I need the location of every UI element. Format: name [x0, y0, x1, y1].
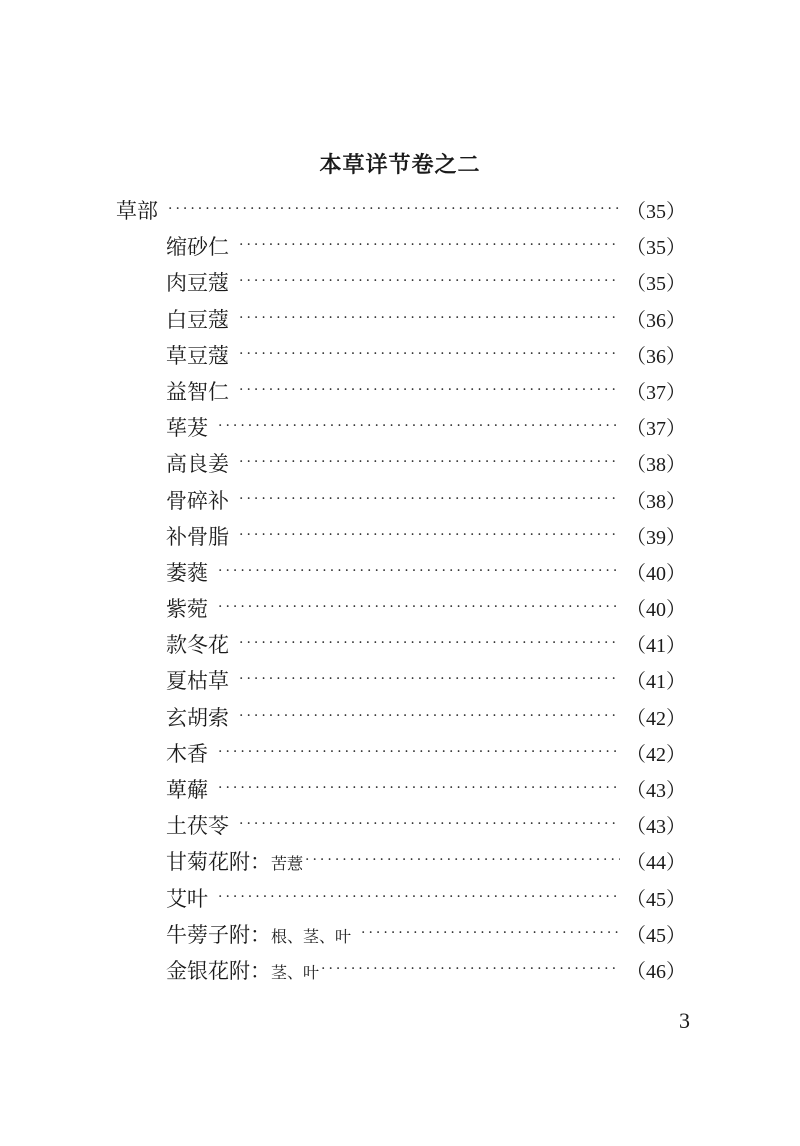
dot-leader: [168, 191, 620, 227]
toc-entry-label: 骨碎补: [166, 488, 229, 513]
toc-entry[interactable]: [116, 881, 686, 917]
toc-entry-label: 白豆蔻: [166, 307, 229, 332]
toc-entry-label: 甘菊花附：: [166, 850, 271, 875]
dot-leader: [239, 263, 620, 299]
dot-leader: [239, 517, 620, 553]
toc-entry[interactable]: [116, 519, 686, 555]
toc-entry-page: （44）: [626, 852, 686, 875]
toc-entry-label: 金银花附：: [166, 958, 271, 983]
toc-entry-page: （40）: [626, 562, 686, 585]
dot-leader: [361, 915, 620, 951]
dot-leader: [239, 698, 620, 734]
toc-entry-note: 茎、叶: [271, 962, 320, 982]
dot-leader: [239, 227, 620, 263]
dot-leader: [305, 842, 620, 878]
toc-entry[interactable]: [116, 917, 686, 953]
toc-entry-page: （36）: [626, 345, 686, 368]
toc-entry[interactable]: [116, 229, 686, 265]
dot-leader: [218, 879, 620, 915]
toc-entry-page: （40）: [626, 599, 686, 622]
toc-entry[interactable]: [116, 700, 686, 736]
toc-entry-label: 缩砂仁: [166, 235, 229, 260]
dot-leader: [239, 300, 620, 336]
toc-entry-label: 荜茇: [166, 416, 208, 441]
toc-section-label: 草部: [116, 199, 158, 223]
toc-section-row[interactable]: [116, 193, 686, 229]
toc-entry[interactable]: [116, 808, 686, 844]
toc-entry-label: 紫菀: [166, 597, 208, 622]
toc-entry-label: 夏枯草: [166, 669, 229, 694]
toc-entry-page: （38）: [626, 490, 686, 513]
toc-entry[interactable]: [116, 591, 686, 627]
toc-entry-label: 草豆蔻: [166, 343, 229, 368]
toc-entry-page: （43）: [626, 780, 686, 802]
toc-entry-label: 土茯苓: [166, 814, 229, 839]
toc-entry-page: （43）: [626, 816, 686, 839]
toc-entry-page: （46）: [626, 960, 686, 983]
toc-entry-page: （35）: [626, 237, 686, 260]
toc-entry-label: 玄胡索: [166, 705, 229, 730]
dot-leader: [239, 806, 620, 842]
dot-leader: [239, 625, 620, 661]
toc-entry[interactable]: [116, 374, 686, 410]
toc-entry-note: 苦薏: [271, 854, 304, 874]
toc-entry-page: （37）: [626, 418, 686, 441]
toc-entry-label: 肉豆蔻: [166, 271, 229, 296]
toc-entry-label: 牛蒡子附：: [166, 922, 271, 947]
toc-entry-page: （41）: [626, 671, 686, 694]
toc-entry-label: 补骨脂: [166, 524, 229, 549]
dot-leader: [218, 553, 620, 589]
toc-entry-label: 木香: [166, 741, 208, 766]
dot-leader: [239, 372, 620, 408]
toc-entry-label: 高良姜: [166, 452, 229, 477]
dot-leader: [218, 770, 620, 806]
toc-entry-label: 萆薢: [166, 778, 208, 802]
toc-entry[interactable]: [116, 627, 686, 663]
dot-leader: [321, 951, 620, 987]
toc-entry[interactable]: [116, 772, 686, 808]
toc-entry-label: 艾叶: [166, 886, 208, 911]
toc-entry-label: 益智仁: [166, 379, 229, 404]
toc-entry-page: （39）: [626, 526, 686, 549]
toc-entry-page: （42）: [626, 743, 686, 766]
toc-entry-page: （42）: [626, 707, 686, 730]
dot-leader: [239, 336, 620, 372]
toc-entry[interactable]: [116, 953, 686, 989]
dot-leader: [218, 589, 620, 625]
dot-leader: [239, 481, 620, 517]
page-number: 3: [679, 1008, 690, 1033]
dot-leader: [239, 444, 620, 480]
toc-entry-note: 根、茎、叶: [271, 926, 352, 946]
toc-section-page: （35）: [626, 201, 686, 223]
table-of-contents: [116, 193, 686, 989]
dot-leader: [239, 661, 620, 697]
toc-entry[interactable]: [116, 265, 686, 301]
toc-entry-label: 款冬花: [166, 633, 229, 658]
toc-entry-page: （37）: [626, 381, 686, 404]
toc-entry-label: 萎蕤: [166, 560, 208, 585]
toc-entry[interactable]: [116, 736, 686, 772]
toc-entry-page: （45）: [626, 888, 686, 911]
toc-entry-page: （41）: [626, 635, 686, 658]
toc-entry[interactable]: [116, 555, 686, 591]
toc-entry-page: （45）: [626, 924, 686, 947]
toc-entry[interactable]: [116, 410, 686, 446]
toc-entry-page: （35）: [626, 273, 686, 296]
volume-title: 本草详节卷之二: [319, 153, 481, 178]
toc-entry-page: （36）: [626, 309, 686, 332]
dot-leader: [218, 734, 620, 770]
toc-entry[interactable]: [116, 338, 686, 374]
toc-entry[interactable]: [116, 844, 686, 880]
toc-entry[interactable]: [116, 446, 686, 482]
dot-leader: [218, 408, 620, 444]
toc-entry[interactable]: [116, 663, 686, 699]
toc-entry[interactable]: [116, 302, 686, 338]
toc-entry-page: （38）: [626, 454, 686, 477]
toc-entry[interactable]: [116, 483, 686, 519]
